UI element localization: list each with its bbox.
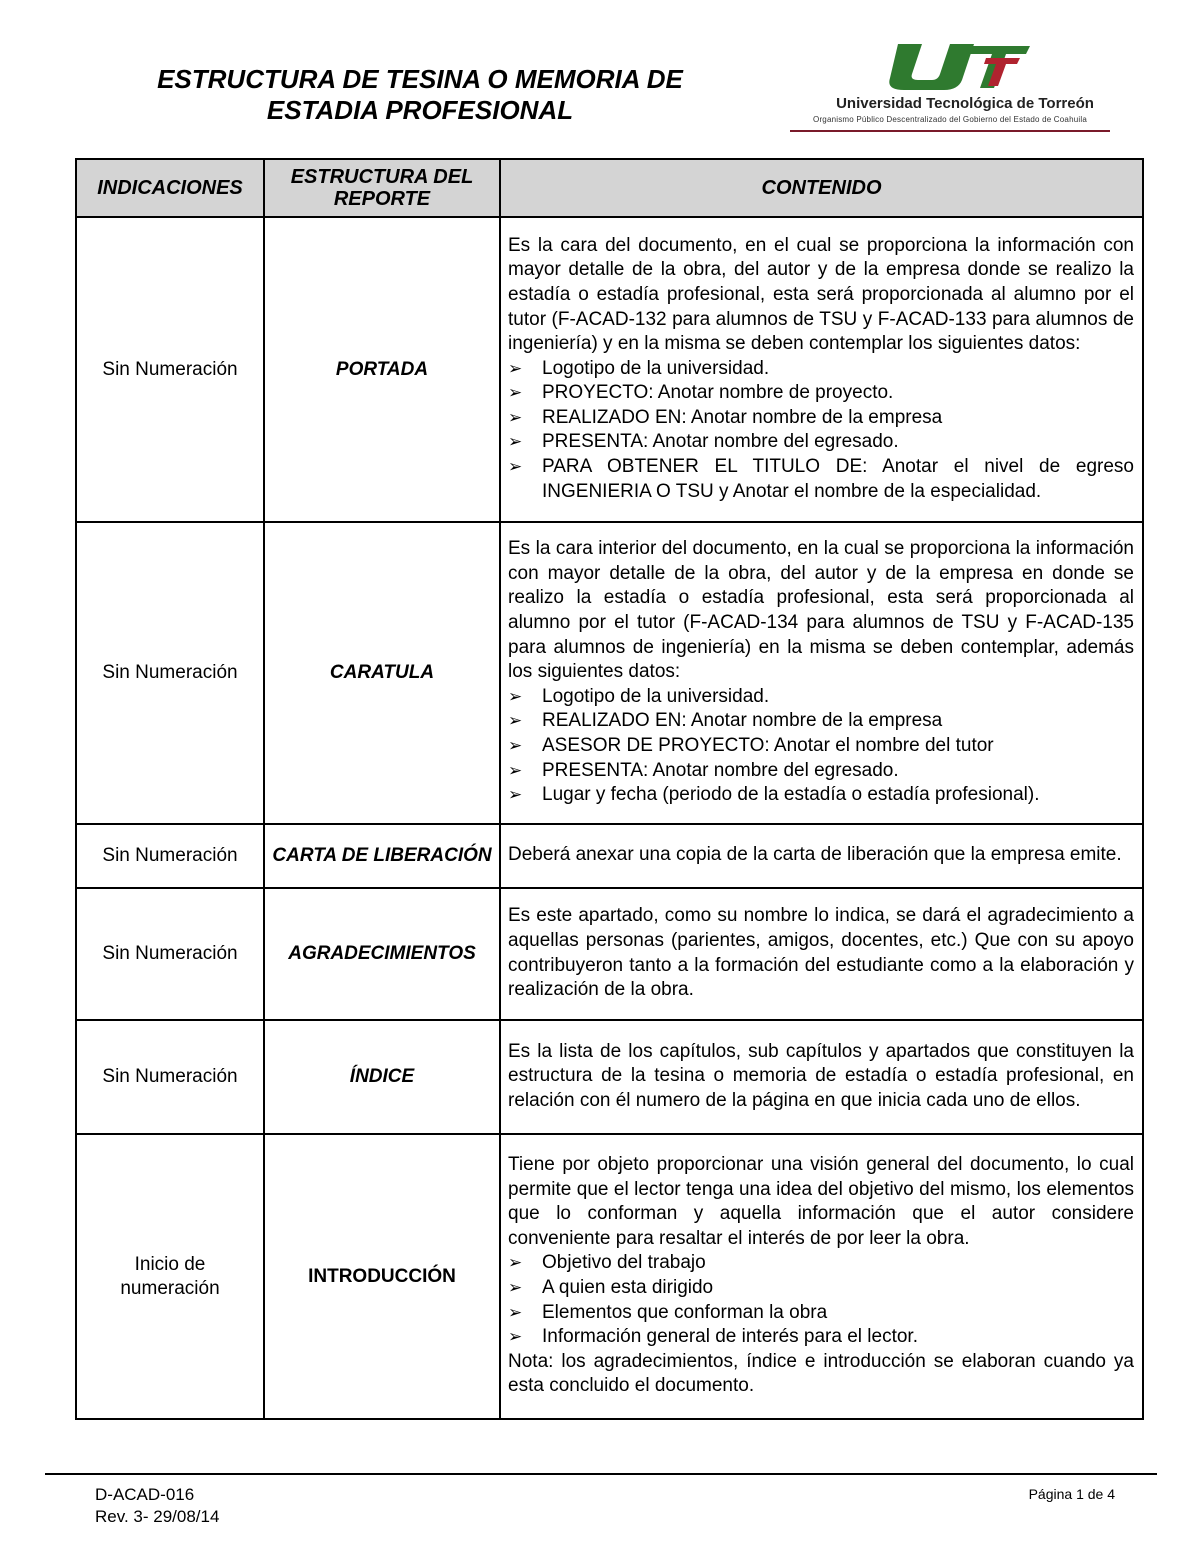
content-paragraph: Es la cara interior del documento, en la cual se proporciona la información con mayor detalle de la obra, del autor y de la empresa en donde se realizo la estadía o estadía profesional, esta será proporcionada al alumno por el tutor (F-ACAD-134 para alumnos de TSU y F-ACAD-135 para alumnos de ingeniería) en la misma se deben contemplar, además los siguientes datos: xyxy=(508,538,1134,683)
table-row xyxy=(76,217,1143,522)
list-item: ➢ PRESENTA: Anotar nombre del egresado. xyxy=(508,759,1134,784)
header-indicaciones: INDICACIONES xyxy=(76,159,264,217)
table-header-row xyxy=(76,159,1143,217)
bullet-list xyxy=(508,685,1134,808)
table-row xyxy=(76,522,1143,824)
row-estructura: INTRODUCCIÓN xyxy=(264,1134,500,1419)
list-item: ➢ Objetivo del trabajo xyxy=(508,1251,1134,1276)
row-indicacion: Sin Numeración xyxy=(76,522,264,824)
list-item: ➢ REALIZADO EN: Anotar nombre de la empresa xyxy=(508,406,1134,431)
row-indicacion: Inicio de numeración xyxy=(76,1134,264,1419)
table-row xyxy=(76,824,1143,888)
list-item: ➢ PARA OBTENER EL TITULO DE: Anotar el nivel de egreso INGENIERIA O TSU y Anotar el nombre de la especialidad. xyxy=(508,455,1134,504)
content-note: Nota: los agradecimientos, índice e introducción se elaboran cuando ya esta concluido el documento. xyxy=(508,1350,1134,1397)
footer-document-info xyxy=(95,1484,219,1528)
table-row xyxy=(76,1020,1143,1134)
header-estructura: ESTRUCTURA DEL REPORTE xyxy=(264,159,500,217)
row-contenido xyxy=(500,888,1143,1020)
row-indicacion: Sin Numeración xyxy=(76,1020,264,1134)
list-item: ➢ Logotipo de la universidad. xyxy=(508,685,1134,710)
row-contenido xyxy=(500,1020,1143,1134)
header-contenido: CONTENIDO xyxy=(500,159,1143,217)
row-contenido xyxy=(500,1134,1143,1419)
row-estructura: PORTADA xyxy=(264,217,500,522)
table-row xyxy=(76,888,1143,1020)
footer-divider xyxy=(45,1473,1157,1475)
document-revision: Rev. 3- 29/08/14 xyxy=(95,1507,220,1526)
row-estructura: CARTA DE LIBERACIÓN xyxy=(264,824,500,888)
content-paragraph: Es este apartado, como su nombre lo indica, se dará el agradecimiento a aquellas personas (parientes, amigos, docentes, etc.) Que con su apoyo contribuyeron tanto a la formación del estudiante como a la elaboración y realización de la obra. xyxy=(508,905,1134,1001)
row-indicacion: Sin Numeración xyxy=(76,824,264,888)
list-item: ➢ PRESENTA: Anotar nombre del egresado. xyxy=(508,430,1134,455)
title-line-2: ESTADIA PROFESIONAL xyxy=(266,95,574,125)
university-logo xyxy=(790,40,1120,140)
table-row xyxy=(76,1134,1143,1419)
row-estructura: AGRADECIMIENTOS xyxy=(264,888,500,1020)
list-item: ➢ Elementos que conforman la obra xyxy=(508,1301,1134,1326)
content-paragraph: Es la cara del documento, en el cual se proporciona la información con mayor detalle de la obra, del autor y de la empresa donde se realizo la estadía o estadía profesional, esta será proporcionada al alumno por el tutor (F-ACAD-132 para alumnos de TSU y F-ACAD-133 para alumnos de ingeniería) y en la misma se deben contemplar los siguientes datos: xyxy=(508,234,1134,355)
row-indicacion: Sin Numeración xyxy=(76,217,264,522)
row-contenido xyxy=(500,217,1143,522)
row-contenido xyxy=(500,824,1143,888)
row-contenido xyxy=(500,522,1143,824)
document-code: D-ACAD-016 xyxy=(95,1485,195,1504)
content-paragraph: Es la lista de los capítulos, sub capítulos y apartados que constituyen la estructura de la tesina o memoria de estadía o estadía profesional, en relación con él numero de la página en que inicia cada uno de ellos. xyxy=(508,1040,1134,1111)
bullet-list xyxy=(508,1251,1134,1349)
logo-underline xyxy=(790,130,1110,132)
list-item: ➢ PROYECTO: Anotar nombre de proyecto. xyxy=(508,381,1134,406)
list-item: ➢ Lugar y fecha (periodo de la estadía o estadía profesional). xyxy=(508,783,1134,808)
content-paragraph: Tiene por objeto proporcionar una visión general del documento, lo cual permite que el lector tenga una idea del objetivo del mismo, los elementos que lo conforman y aquella información que el autor considere conveniente para resaltar el interés de por leer la obra. xyxy=(508,1154,1134,1249)
list-item: ➢ Información general de interés para el lector. xyxy=(508,1325,1134,1350)
university-name: Universidad Tecnológica de Torreón xyxy=(836,95,1094,112)
row-indicacion: Sin Numeración xyxy=(76,888,264,1020)
structure-table xyxy=(75,158,1144,1420)
list-item: ➢ REALIZADO EN: Anotar nombre de la empresa xyxy=(508,709,1134,734)
page-number: Página 1 de 4 xyxy=(1028,1486,1115,1502)
list-item: ➢ Logotipo de la universidad. xyxy=(508,357,1134,382)
bullet-list xyxy=(508,357,1134,505)
list-item: ➢ A quien esta dirigido xyxy=(508,1276,1134,1301)
row-estructura: ÍNDICE xyxy=(264,1020,500,1134)
list-item: ➢ ASESOR DE PROYECTO: Anotar el nombre del tutor xyxy=(508,734,1134,759)
document-title xyxy=(130,64,710,126)
university-subtitle: Organismo Público Descentralizado del Gobierno del Estado de Coahuila xyxy=(813,115,1087,124)
utt-logo-icon xyxy=(880,40,1030,92)
title-line-1: ESTRUCTURA DE TESINA O MEMORIA DE xyxy=(157,64,683,94)
row-estructura: CARATULA xyxy=(264,522,500,824)
content-paragraph: Deberá anexar una copia de la carta de liberación que la empresa emite. xyxy=(508,844,1122,866)
